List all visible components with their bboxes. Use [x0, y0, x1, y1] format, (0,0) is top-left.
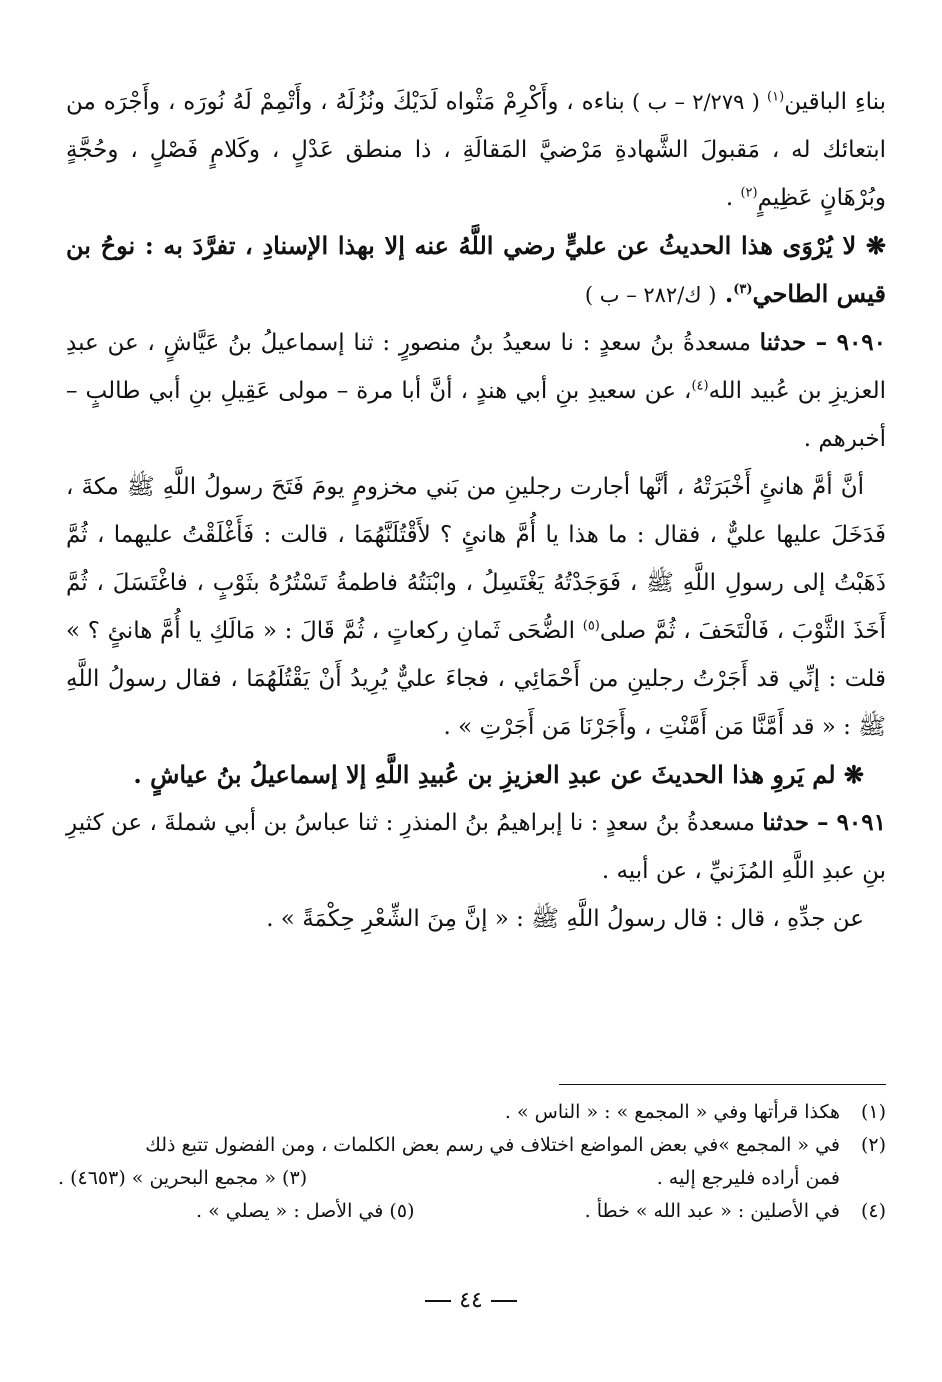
- manuscript-ref: ( ٢/٢٧٩ – ب ): [624, 90, 768, 114]
- star-icon: ❋: [843, 760, 864, 789]
- paragraph-prayer-end: [66, 78, 886, 222]
- footnote-text: في « المجمع »في بعض المواضع اختلاف في رسم بعض الكلمات ، ومن الفضول تتبع ذلك: [145, 1134, 840, 1156]
- footnote-text: في الأصلين : « عبد الله » خطأ .: [584, 1200, 840, 1222]
- hadith-9091-isnad: [66, 799, 886, 895]
- footnote-text: فمن أراده فليرجع إليه .: [656, 1167, 840, 1189]
- footnote-marker-4: (٤): [691, 378, 709, 394]
- text: .: [725, 185, 741, 211]
- footnote-5: [196, 1195, 414, 1228]
- footnote-2: [58, 1129, 886, 1162]
- footnotes: [58, 1096, 886, 1228]
- footnote-split: [58, 1162, 840, 1195]
- hadith-9090-isnad: [66, 319, 886, 463]
- footnote-number: (٤): [860, 1200, 886, 1222]
- hadith-9091-matn: [66, 895, 886, 943]
- text: مسعدةُ بنُ سعدٍ : نا سعيدُ بنُ منصورٍ : ثنا إسماعيلُ بنُ عَيَّاشٍ ، عن عبدِ العزيزِ بن عُبيد الله: [66, 330, 886, 404]
- footnote-separator: [559, 1084, 886, 1085]
- footnote-number: (٢): [860, 1134, 886, 1156]
- text: بناءِ الباقين: [784, 89, 887, 115]
- footnote-split: [58, 1195, 840, 1228]
- footnote-4-5-line: [58, 1195, 886, 1228]
- star-icon: ❋: [865, 231, 886, 260]
- text: مسعدةُ بنُ سعدٍ : نا إبراهيمُ بنُ المنذرِ : ثنا عباسُ بن أبي شملةَ ، عن كثيرِ بنِ عبدِ اللَّهِ المُزَنيِّ ، عن أبيه .: [66, 810, 886, 884]
- footnote-text: هكذا قرأتها وفي « المجمع » : « الناس » .: [504, 1101, 840, 1123]
- footnote-marker-1: (١): [767, 89, 785, 105]
- footnote-number: (١): [860, 1101, 886, 1123]
- hadith-number: ٩٠٩١ – حدثنا: [762, 809, 886, 836]
- text: .: [716, 279, 734, 308]
- text: لم يَروِ هذا الحديثَ عن عبدِ العزيزِ بن عُبيدِ اللَّهِ إلا إسماعيلُ بنُ عياشٍ .: [133, 760, 844, 789]
- commentary-note-1: [66, 222, 886, 319]
- text: عن جدِّهِ ، قال : قال رسولُ اللَّهِ ﷺ : « إنَّ مِنَ الشِّعْرِ حِكْمَةً » .: [266, 906, 864, 932]
- footnote-text: « مجمع البحرين » (٤٦٥٣) .: [58, 1167, 276, 1189]
- main-text: [66, 78, 886, 943]
- hadith-number: ٩٠٩٠ – حدثنا: [759, 329, 887, 356]
- text: أنَّ أمَّ هانئٍ أَخْبَرَتْهُ ، أنَّها أجارت رجلينِ من بَني مخزومٍ يومَ فَتَحَ رسولُ اللَّهِ ﷺ مكةَ ، فَدَخَلَ عليها عليٌّ ، فقال : ما هذا يا أُمَّ هانئٍ ؟ لأَقْتُلَنَّهُمَا ، قالت : فَأَغْلَقْتُ عليهما ، ثُمَّ ذَهَبْتُ إلى رسولِ اللَّهِ ﷺ ، فَوَجَدْتُهُ يَغْتَسِلُ ، وابْنَتُهُ فاطمةُ تَسْتُرُهُ بثَوْبٍ ، فاغْتَسَلَ ، ثُمَّ أَخَذَ الثَّوْبَ ، فَالْتَحَفَ ، ثُمَّ صلى: [66, 474, 886, 644]
- footnote-number: (٥): [389, 1200, 415, 1222]
- text: ، عن سعيدِ بنِ أبي هندٍ ، أنَّ أبا مرة – مولى عَقِيلِ بنِ أبي طالبٍ – أخبرهم .: [66, 378, 886, 452]
- text: الضُّحَى ثَمانِ ركعاتٍ ، ثُمَّ قَالَ : « مَالَكِ يا أُمَّ هانئٍ ؟ » قلت : إنِّي قد أَجَرْتُ رجلينِ من أَحْمَائِي ، فجاءَ عليٌّ يُرِيدُ أَنْ يَقْتُلَهُمَا ، فقال رسولُ اللَّهِ ﷺ : « قد أَمَّنَّا مَن أَمَّنْتِ ، وأَجَرْنَا مَن أَجَرْتِ » .: [66, 618, 886, 740]
- manuscript-ref: ( ك/٢٨٢ – ب ): [584, 283, 717, 307]
- footnote-1: [58, 1096, 886, 1129]
- page-number-text: ٤٤: [459, 1288, 483, 1313]
- text: بناءه ، وأَكْرِمْ مَثْواه لَدَيْكَ ونُزُلَهُ ، وأَتْمِمْ لَهُ نُورَه ، وأَجْرَه من ابتعائك له ، مَقبولَ الشَّهادةِ مَرْضيَّ المَقالَةِ ، ذا منطق عَدْلٍ ، وكَلامٍ فَصْلٍ ، وحُجَّةٍ وبُرْهَانٍ عَظِيمٍ: [66, 89, 886, 211]
- footnote-3: [58, 1162, 307, 1195]
- footnote-text: في الأصل : « يصلي » .: [196, 1200, 384, 1222]
- footnote-2-3-line: [58, 1162, 886, 1195]
- footnote-marker-2: (٢): [740, 185, 758, 201]
- footnote-marker-3: (٣): [733, 282, 753, 297]
- text: لا يُرْوَى هذا الحديثُ عن عليٍّ رضي اللَّهُ عنه إلا بهذا الإسنادِ ، تفرَّدَ به : نوحُ بن قيس الطاحي: [66, 231, 886, 308]
- footnote-marker-5: (٥): [582, 618, 600, 634]
- commentary-note-2: [66, 751, 886, 799]
- footnote-number: (٣): [282, 1167, 308, 1189]
- hadith-9090-matn: [66, 463, 886, 751]
- dash-decoration: [491, 1300, 517, 1302]
- page-number: [0, 1288, 942, 1313]
- dash-decoration: [425, 1300, 451, 1302]
